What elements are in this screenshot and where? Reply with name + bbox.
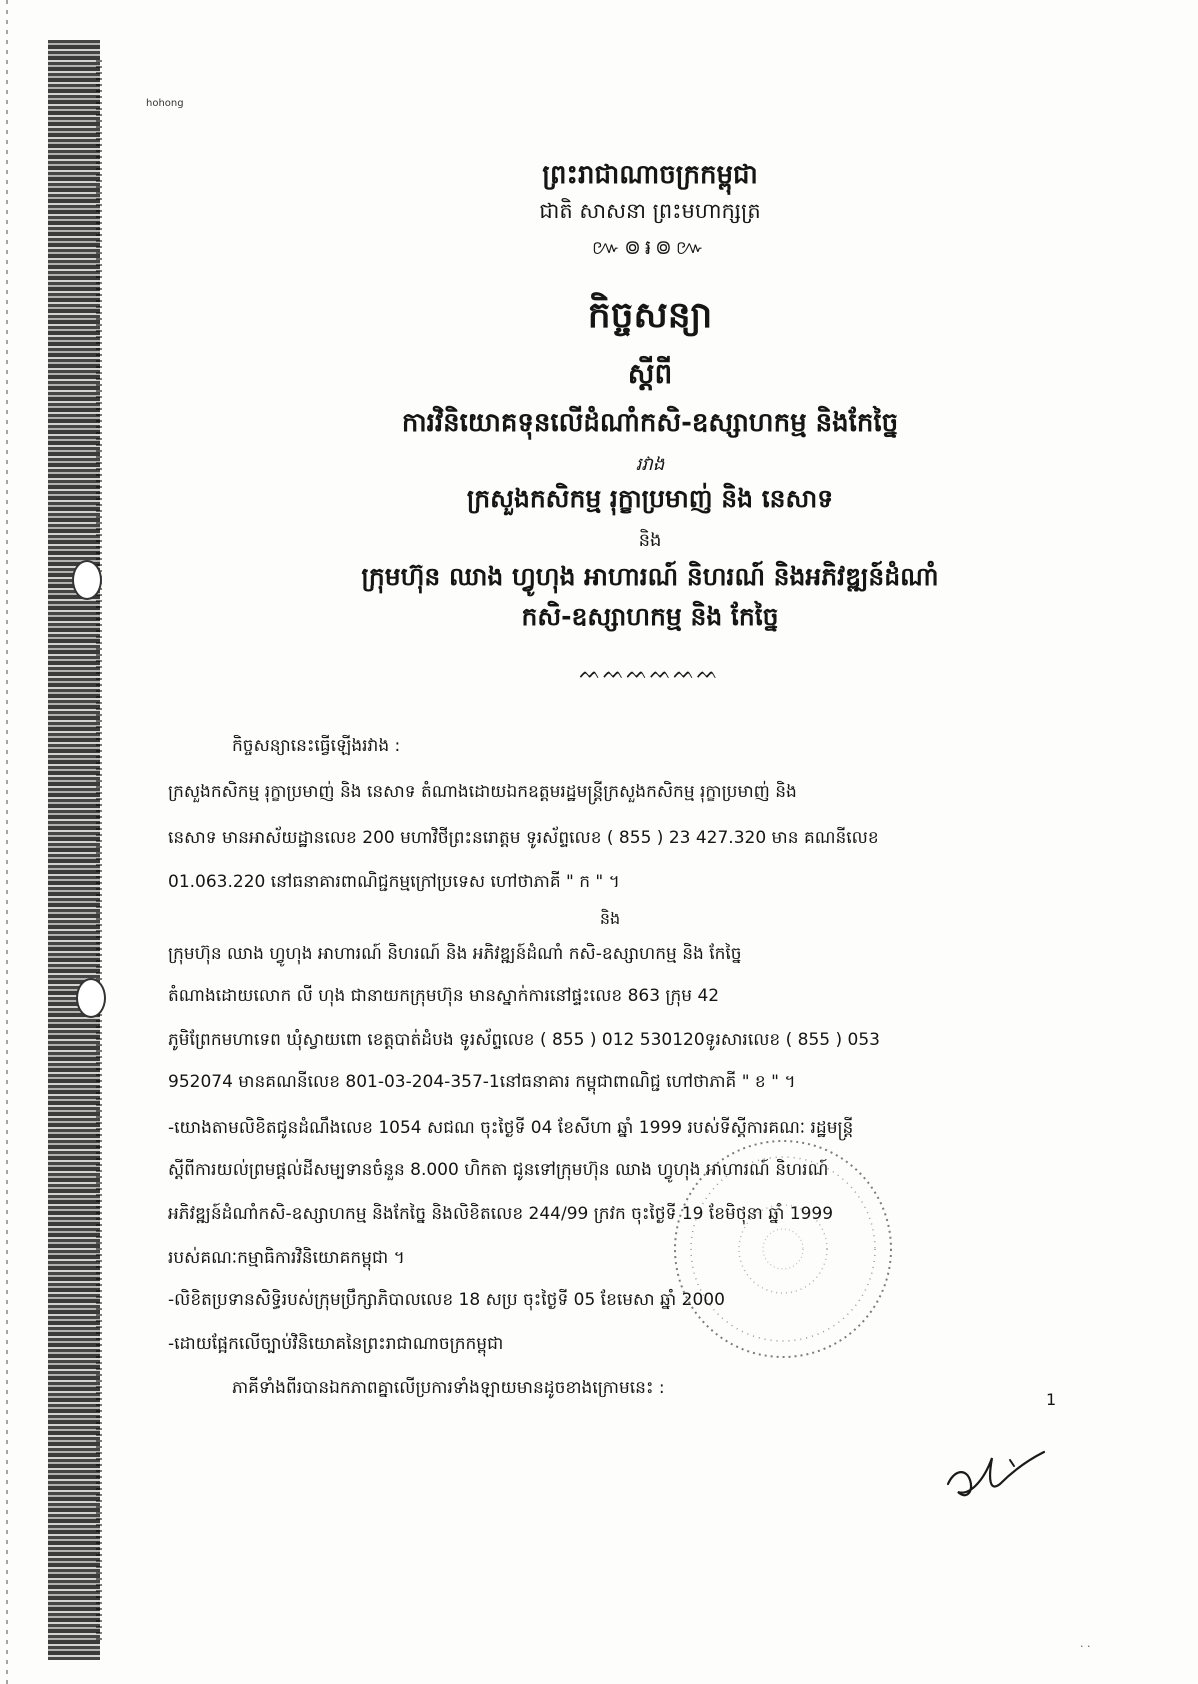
party-a-name: ក្រសួងកសិកម្ម រុក្ខាប្រមាញ់ និង នេសាទ [466,484,834,513]
party-a-line-1: ក្រសួងកសិកម្ម រុក្ខាប្រមាញ់ និង នេសាទ តំណាងដោយឯកឧត្តមរដ្ឋមន្ត្រីក្រសួងកសិកម្ម រុក្ខាប្រមាញ់ និង [168,782,797,802]
party-b-line-2: តំណាងដោយលោក លី ហុង ជានាយកក្រុមហ៊ុន មានស្នាក់ការនៅផ្ទះលេខ 863 ក្រុម 42 [168,986,720,1006]
corner-note: hohong [146,98,184,109]
about-label: ស្តីពី [627,357,673,390]
reference-line-1: -យោងតាមលិខិតជូនដំណឹងលេខ 1054 សជណ ចុះថ្ងៃទី 04 ខែសីហា ឆ្នាំ 1999 របស់ទីស្តីការគណៈ រដ្ឋមន្ត្រី [168,1118,854,1138]
kingdom-heading: ព្រះរាជាណាចក្រកម្ពុជា [542,160,758,190]
between-label: រវាង [635,454,665,475]
party-b-name-line2: កសិ-ឧស្សាហកម្ម និង កែច្នៃ [521,602,779,631]
ornament-bottom: ᨓᨓᨓᨓᨓᨓ [579,662,721,683]
and-separator: និង [599,909,621,928]
signature-initials [940,1440,1050,1510]
reference-line-3: អភិវឌ្ឍន៍ដំណាំកសិ-ឧស្សាហកម្ម និងកែច្នៃ និងលិខិតលេខ 244/99 ក្រវក ចុះថ្ងៃទី 19 ខែមិថុនា ឆ្នាំ 1999 [168,1204,834,1224]
scan-speck: · · [1080,1640,1091,1653]
document-subject: ការវិនិយោគទុនលើដំណាំកសិ-ឧស្សាហកម្ម និងកែច្នៃ [401,408,899,438]
reference-line-6: -ដោយផ្អែកលើច្បាប់វិនិយោគនៃព្រះរាជាណាចក្រកម្ពុជា [168,1334,504,1354]
scan-edge-line [6,0,8,1684]
punch-hole-bottom [76,978,106,1018]
party-a-line-3: 01.063.220 នៅធនាគារពាណិជ្ជកម្មក្រៅប្រទេស ហៅថាភាគី " ក " ។ [168,872,620,892]
ornament-top: ៚៙៛៙៚ [591,235,709,259]
binding-edge [96,60,102,1640]
reference-line-4: របស់គណៈកម្មាធិការវិនិយោគកម្ពុជា ។ [168,1248,405,1268]
party-b-line-4: 952074 មានគណនីលេខ 801-03-204-357-1នៅធនាគារ កម្ពុជាពាណិជ្ជ ហៅថាភាគី " ខ " ។ [168,1072,796,1092]
page-number: 1 [1046,1390,1057,1409]
punch-hole-top [72,560,102,600]
agreement-line: ភាគីទាំងពីរបានឯកភាពគ្នាលើប្រការទាំងឡាយមានដូចខាងក្រោមនេះ : [232,1378,665,1398]
intro-line: កិច្ចសន្យានេះធ្វើឡើងរវាង : [232,736,401,756]
national-motto: ជាតិ សាសនា ព្រះមហាក្សត្រ [539,199,761,223]
reference-line-5: -លិខិតប្រទានសិទ្ធិរបស់ក្រុមប្រឹក្សាភិបាលលេខ 18 សប្រ ចុះថ្ងៃទី 05 ខែមេសា ឆ្នាំ 2000 [168,1290,725,1310]
reference-line-2: ស្តីពីការយល់ព្រមផ្តល់ដីសម្បទានចំនួន 8.000 ហិកតា ជូនទៅក្រុមហ៊ុន ឈាង ហ្វូហុង អាហារណ៍ និហរណ៍ [168,1160,829,1180]
party-a-line-2: នេសាទ មានអាស័យដ្ឋានលេខ 200 មហាវិថីព្រះនរោត្តម ទូរស័ព្ទលេខ ( 855 ) 23 427.320 មាន គណនីលេខ [168,828,879,848]
binding-shadow [48,40,100,1660]
official-seal-stamp [668,1134,898,1364]
party-b-name-line1: ក្រុមហ៊ុន ឈាង ហ្វូហុង អាហារណ៍ និហរណ៍ និងអភិវឌ្ឍន៍ដំណាំ [361,562,939,591]
party-b-line-1: ក្រុមហ៊ុន ឈាង ហ្វូហុង អាហារណ៍ និហរណ៍ និង អភិវឌ្ឍន៍ដំណាំ កសិ-ឧស្សាហកម្ម និង កែច្នៃ [168,944,742,964]
document-title: កិច្ចសន្យា [587,295,713,336]
party-b-line-3: ភូមិព្រែកមហាទេព ឃុំស្វាយពោ ខេត្តបាត់ដំបង ទូរស័ព្ទលេខ ( 855 ) 012 530120ទូរសារលេខ ( 855 ) 053 [168,1030,880,1050]
and-label: និង [638,530,662,551]
